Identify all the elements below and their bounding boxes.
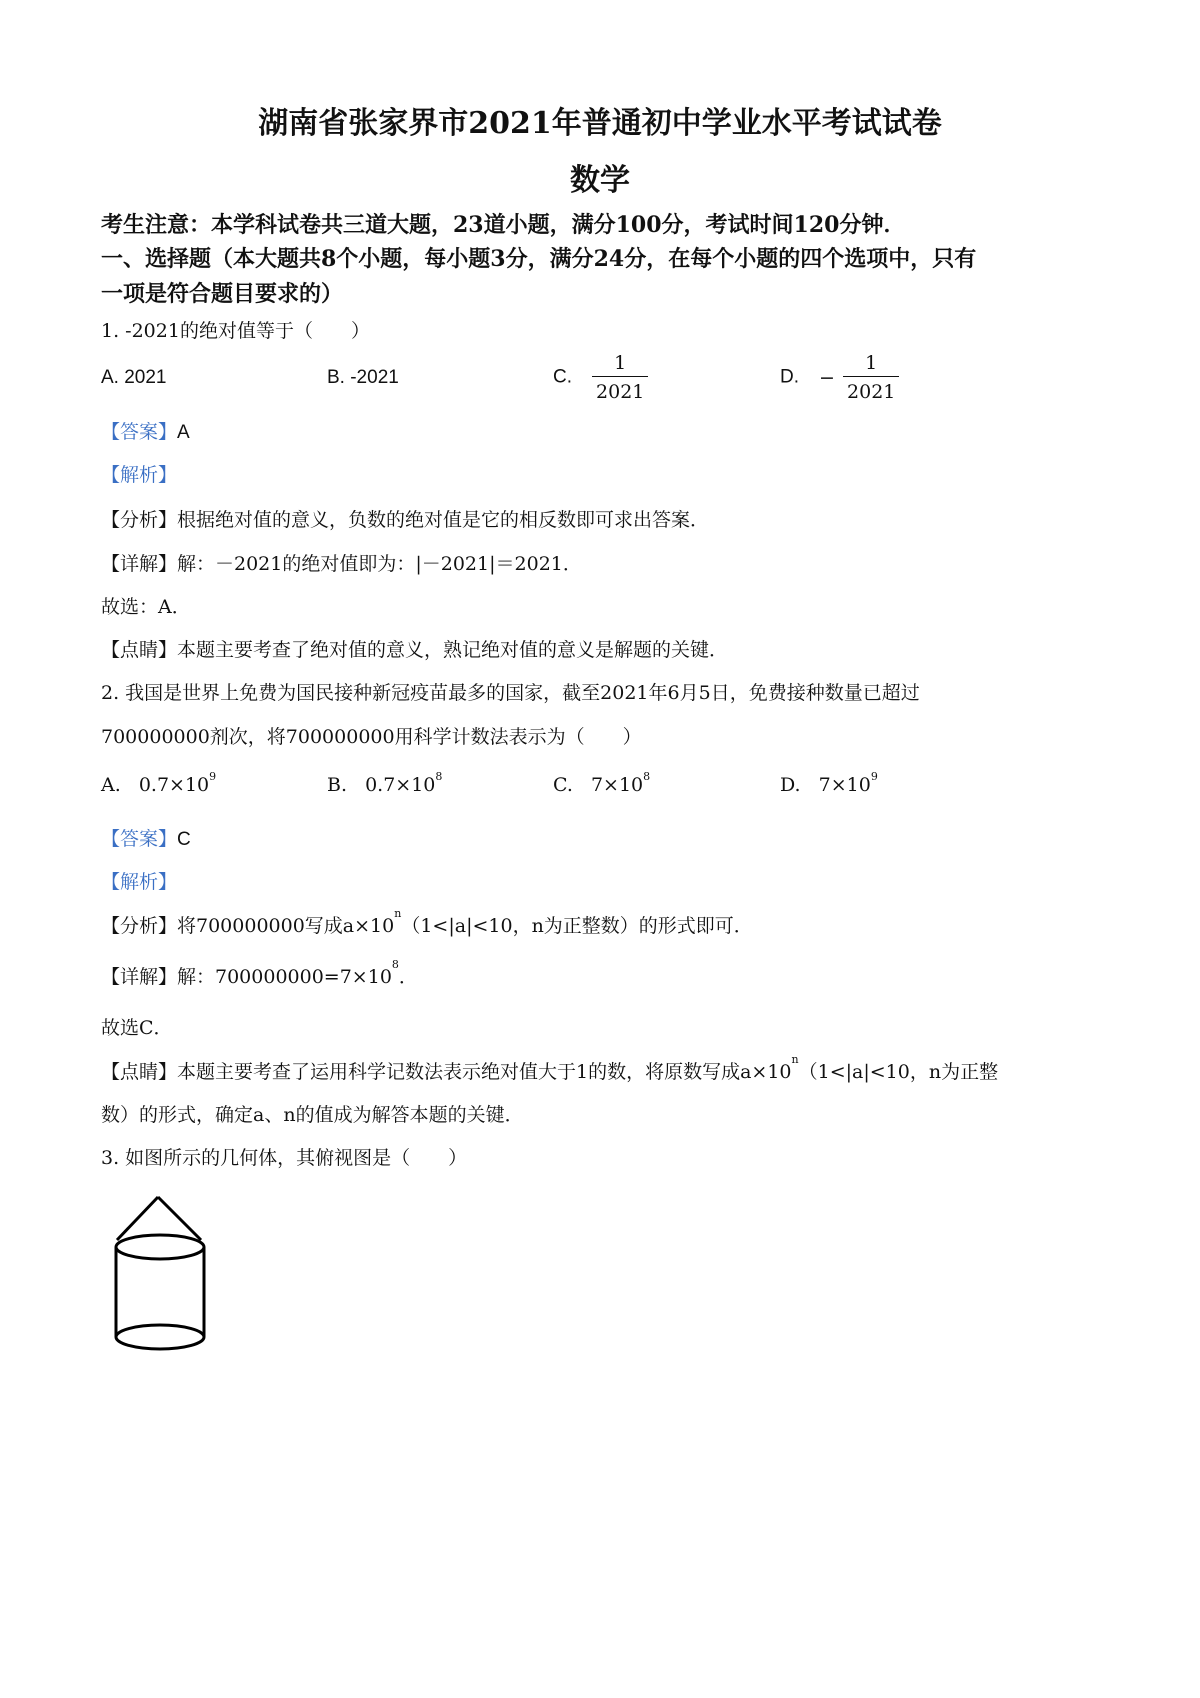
q2-option-c-base: 7×10 — [590, 774, 644, 796]
q1-dianjing: 【点睛】本题主要考查了绝对值的意义，熟记绝对值的意义是解题的关键． — [101, 639, 729, 661]
q2-option-d — [780, 770, 878, 796]
q2-xiangjie-exponent: 8 — [391, 958, 399, 971]
q1-analysis-label: 【解析】 — [101, 464, 178, 486]
q1-option-c — [553, 352, 648, 403]
q2-option-d-exponent: 9 — [870, 770, 878, 783]
q1-option-c-fraction — [592, 352, 648, 403]
section-heading-line2: 一项是符合题目要求的） — [101, 281, 344, 307]
q2-dianjing-post: （1<|a|<10，n为正整 — [798, 1061, 999, 1083]
q2-option-b-label: B. — [327, 774, 348, 796]
q2-analysis-label: 【解析】 — [101, 871, 178, 893]
question-2-stem-line2: 700000000剂次，将700000000用科学计数法表示为（ ） — [101, 726, 642, 748]
question-2-stem-line1: 2. 我国是世界上免费为国民接种新冠疫苗最多的国家，截至2021年6月5日，免费接种数量已超过 — [101, 682, 920, 704]
q1-option-c-denominator: 2021 — [592, 376, 648, 403]
cone-on-cylinder-figure — [100, 1185, 230, 1365]
section-heading-line1: 一、选择题（本大题共8个小题，每小题3分，满分24分，在每个小题的四个选项中，只有 — [101, 246, 977, 272]
cone-right-edge — [158, 1197, 201, 1240]
q2-answer — [101, 824, 191, 851]
q1-fenxi: 【分析】根据绝对值的意义，负数的绝对值是它的相反数即可求出答案． — [101, 509, 710, 531]
q1-option-d-label: D. — [780, 366, 799, 388]
q1-option-c-label: C. — [553, 366, 572, 388]
q1-option-d-fraction — [843, 352, 899, 403]
q1-option-d — [780, 352, 899, 403]
q2-fenxi-pre: 【分析】将700000000写成a×10 — [101, 915, 395, 937]
q2-option-a-exponent: 9 — [209, 770, 217, 783]
q2-option-c — [553, 770, 651, 796]
q1-option-d-sign: − — [819, 366, 835, 389]
question-3-stem: 3. 如图所示的几何体，其俯视图是（ ） — [101, 1147, 468, 1169]
q2-answer-value: C — [177, 829, 191, 850]
q1-option-a: A. 2021 — [101, 367, 167, 388]
q2-xiangjie-post: ． — [398, 966, 418, 988]
q1-option-d-numerator: 1 — [865, 352, 878, 374]
q2-option-a — [101, 770, 217, 796]
q1-answer-value: A — [177, 422, 190, 443]
q2-answer-label: 【答案】 — [101, 828, 178, 850]
q2-dianjing-pre: 【点睛】本题主要考查了运用科学记数法表示绝对值大于1的数，将原数写成a×10 — [101, 1061, 792, 1083]
q2-dianjing-line1 — [101, 1053, 999, 1084]
q1-guxuan: 故选：A． — [101, 596, 191, 618]
q1-option-d-denominator: 2021 — [843, 376, 899, 403]
q2-xiangjie-pre: 【详解】解：700000000= — [101, 966, 340, 988]
q2-option-c-exponent: 8 — [643, 770, 651, 783]
q2-dianjing-exponent: n — [791, 1053, 799, 1066]
subject-title: 数学 — [570, 163, 630, 198]
q2-xiangjie-base: 7×10 — [339, 966, 392, 988]
q1-answer — [101, 417, 190, 444]
cylinder-top-ellipse — [116, 1235, 204, 1259]
q2-fenxi — [101, 907, 753, 938]
q1-answer-label: 【答案】 — [101, 421, 178, 443]
exam-notice: 考生注意：本学科试卷共三道大题，23道小题，满分100分，考试时间120分钟． — [101, 212, 906, 238]
q2-guxuan: 故选C． — [101, 1017, 173, 1039]
q2-option-b — [327, 770, 443, 796]
q2-option-b-exponent: 8 — [435, 770, 443, 783]
q2-xiangjie — [101, 958, 418, 989]
page-title: 湖南省张家界市2021年普通初中学业水平考试试卷 — [258, 106, 942, 141]
q2-dianjing-line2: 数）的形式，确定a、n的值成为解答本题的关键． — [101, 1104, 524, 1126]
q2-option-d-base: 7×10 — [818, 774, 871, 796]
cone-left-edge — [117, 1197, 158, 1240]
cylinder-bottom-ellipse — [116, 1325, 204, 1349]
q1-xiangjie: 【详解】解：－2021的绝对值即为：|－2021|＝2021． — [101, 553, 582, 575]
q2-option-a-label: A. — [101, 774, 121, 796]
q2-option-c-label: C. — [553, 774, 573, 796]
q1-option-b: B. -2021 — [327, 367, 399, 388]
q2-option-b-base: 0.7×10 — [365, 774, 436, 796]
q2-fenxi-exponent: n — [394, 907, 402, 920]
q2-option-a-base: 0.7×10 — [138, 774, 210, 796]
q2-fenxi-post: （1<|a|<10，n为正整数）的形式即可． — [401, 915, 753, 937]
question-1-stem: 1. -2021的绝对值等于（ ） — [101, 320, 370, 342]
q2-option-d-label: D. — [780, 774, 801, 796]
q1-option-c-numerator: 1 — [614, 352, 627, 374]
